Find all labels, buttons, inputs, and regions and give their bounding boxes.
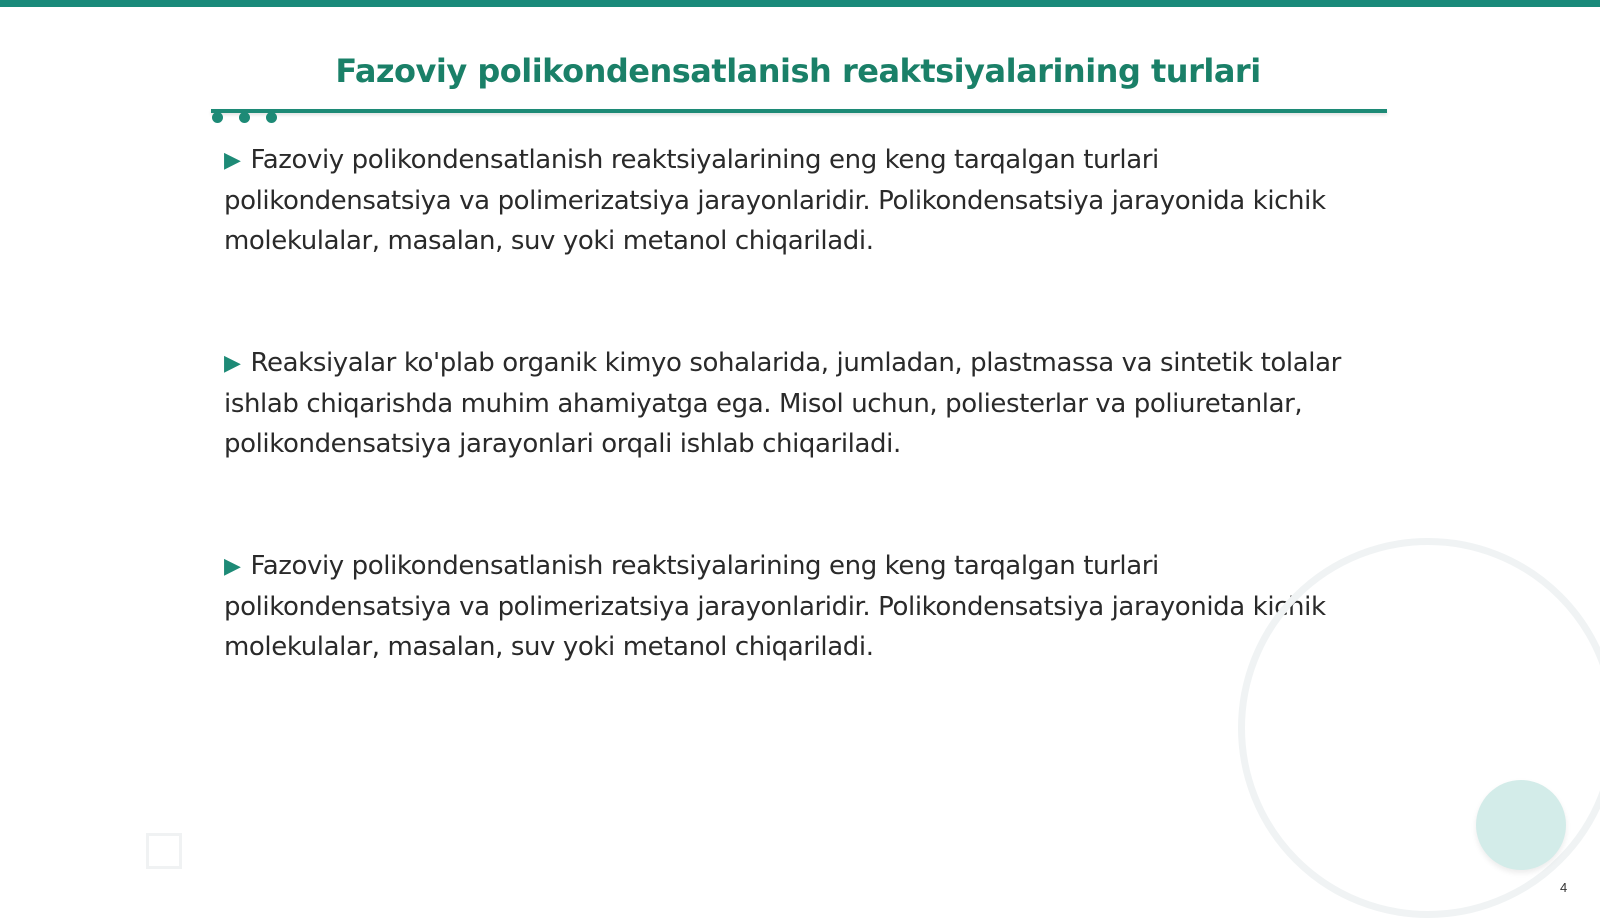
bullet-text: Fazoviy polikondensatlanish reaktsiyalarining eng keng tarqalgan turlari polikondensatsiya va polimerizatsiya jarayonlaridir. Polikondensatsiya jarayonida kichik molekulalar, masalan, suv yoki metanol chiqariladi. [224, 145, 1326, 256]
bullet-item [224, 140, 1344, 261]
play-arrow-icon: ▶ [224, 351, 241, 376]
decorative-dot [1476, 780, 1566, 870]
title-underline [211, 109, 1387, 113]
bullet-text: Fazoviy polikondensatlanish reaktsiyalarining eng keng tarqalgan turlari polikondensatsiya va polimerizatsiya jarayonlaridir. Polikondensatsiya jarayonida kichik molekulalar, masalan, suv yoki metanol chiqariladi. [224, 551, 1326, 662]
bullet-item [224, 343, 1344, 464]
top-accent-bar [0, 0, 1600, 7]
play-arrow-icon: ▶ [224, 554, 241, 579]
title-underline-dots [212, 112, 282, 126]
bullet-item [224, 546, 1344, 667]
slide-title: Fazoviy polikondensatlanish reaktsiyalarining turlari [335, 52, 1261, 90]
decorative-square [146, 833, 182, 869]
play-arrow-icon: ▶ [224, 148, 241, 173]
underline-dot [239, 112, 250, 123]
slide-body [224, 140, 1344, 749]
page-number: 4 [1560, 880, 1568, 895]
underline-dot [212, 112, 223, 123]
bullet-text: Reaksiyalar ko'plab organik kimyo sohalarida, jumladan, plastmassa va sintetik tolalar ishlab chiqarishda muhim ahamiyatga ega. Misol uchun, poliesterlar va poliuretanlar, polikondensatsiya jarayonlari orqali ishlab chiqariladi. [224, 348, 1341, 459]
underline-dot [266, 112, 277, 123]
